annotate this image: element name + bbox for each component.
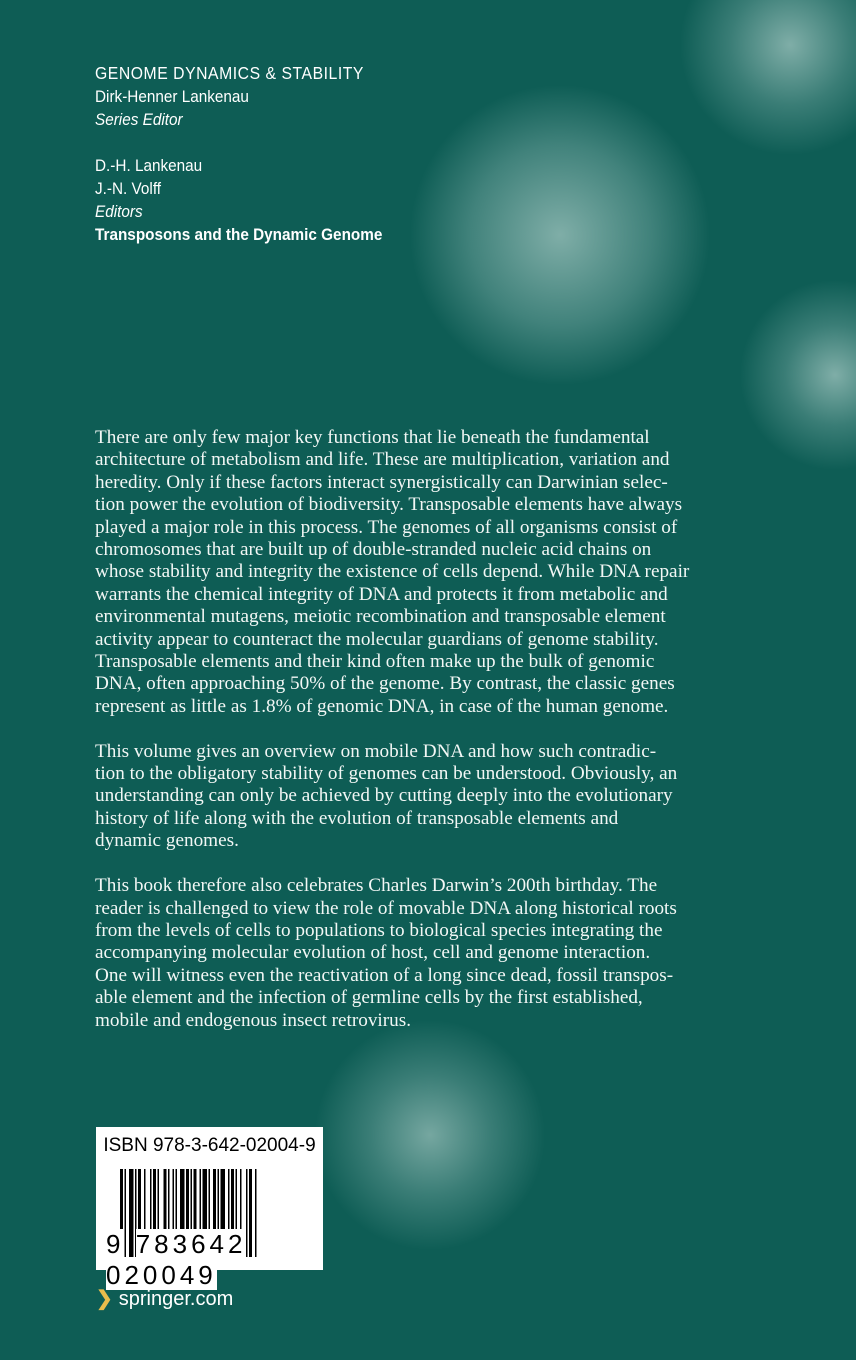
series-editor-name: Dirk-Henner Lankenau <box>95 87 249 106</box>
barcode-digits <box>106 1229 323 1291</box>
text-line: history of life along with the evolution of transposable elements and <box>95 807 619 829</box>
text-line: accompanying molecular evolution of host, cell and genome interaction. <box>95 942 651 964</box>
text-line: activity appear to counteract the molecular guardians of genome stability. <box>95 628 659 650</box>
publisher-website: springer.com <box>118 1288 234 1310</box>
text-line: This volume gives an overview on mobile DNA and how such contradic- <box>95 740 657 762</box>
text-line: reader is challenged to view the role of movable DNA along historical roots <box>95 897 677 919</box>
text-line: DNA, often approaching 50% of the genome. By contrast, the classic genes <box>95 673 675 695</box>
text-line: chromosomes that are built up of double-stranded nucleic acid chains on <box>95 539 652 561</box>
text-line: whose stability and integrity the existence of cells depend. While DNA repair <box>95 561 690 583</box>
barcode-digit-lead: 9 <box>106 1229 125 1259</box>
isbn-label: ISBN 978-3-642-02004-9 <box>103 1135 316 1156</box>
text-line: heredity. Only if these factors interact synergistically can Darwinian selec- <box>95 471 668 493</box>
text-line: mobile and endogenous insect retrovirus. <box>95 1009 411 1031</box>
series-editor-role: Series Editor <box>95 110 183 129</box>
text-line: This book therefore also celebrates Charles Darwin’s 200th birthday. The <box>95 875 658 897</box>
barcode-digit-group: 783642 <box>135 1229 247 1259</box>
editor-name: J.-N. Volff <box>95 179 162 198</box>
editors-role: Editors <box>95 202 143 221</box>
text-line: tion to the obligatory stability of genomes can be understood. Obviously, an <box>95 763 678 785</box>
text-line: able element and the infection of germline cells by the first established, <box>95 987 643 1009</box>
text-line: warrants the chemical integrity of DNA and protects it from metabolic and <box>95 583 668 605</box>
text-line: One will witness even the reactivation of a long since dead, fossil transpos- <box>95 964 674 986</box>
text-line: environmental mutagens, meiotic recombination and transposable element <box>95 606 666 628</box>
blurb-paragraph <box>95 875 795 1032</box>
text-line: Transposable elements and their kind often make up the bulk of genomic <box>95 651 655 673</box>
text-line: tion power the evolution of biodiversity. Transposable elements have always <box>95 494 683 516</box>
chevron-right-icon: ❯ <box>96 1288 113 1310</box>
publisher-link[interactable] <box>96 1286 233 1311</box>
text-line: from the levels of cells to populations to biological species integrating the <box>95 919 663 941</box>
text-line: understanding can only be achieved by cutting deeply into the evolutionary <box>95 785 673 807</box>
text-line: played a major role in this process. The genomes of all organisms consist of <box>95 516 678 538</box>
book-title: Transposons and the Dynamic Genome <box>95 225 383 244</box>
text-line: architecture of metabolism and life. These are multiplication, variation and <box>95 449 670 471</box>
series-title: GENOME DYNAMICS & STABILITY <box>95 63 364 83</box>
blurb-paragraph <box>95 741 795 853</box>
isbn-barcode <box>96 1127 323 1290</box>
blurb-text <box>95 427 795 1054</box>
blurb-paragraph <box>95 427 795 718</box>
editor-name: D.-H. Lankenau <box>95 156 203 175</box>
barcode-digit-group: 020049 <box>106 1260 217 1290</box>
text-line: dynamic genomes. <box>95 830 239 852</box>
text-line: represent as little as 1.8% of genomic DNA, in case of the human genome. <box>95 695 669 717</box>
text-line: There are only few major key functions that lie beneath the fundamental <box>95 427 650 448</box>
cover-header <box>95 62 414 246</box>
